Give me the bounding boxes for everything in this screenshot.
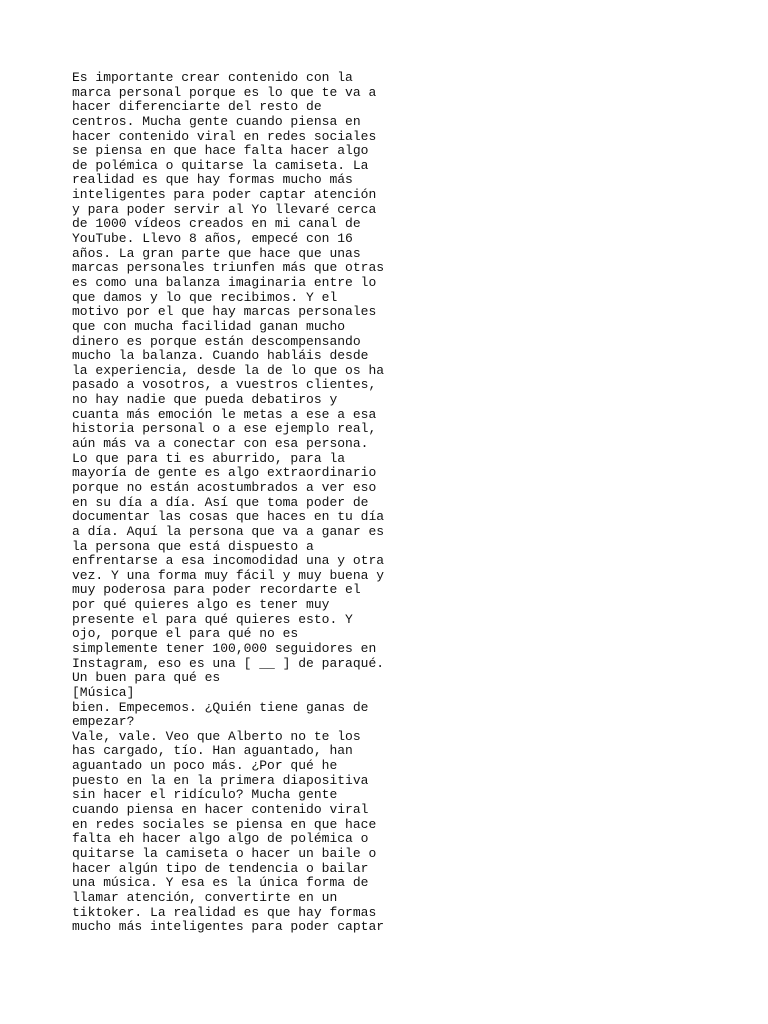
text-line: una música. Y esa es la única forma de (72, 875, 369, 891)
text-line: cuanta más emoción le metas a ese a esa (72, 406, 377, 422)
text-line: has cargado, tío. Han aguantado, han (72, 743, 353, 759)
text-line: Es importante crear contenido con la (72, 70, 353, 85)
text-line: ojo, porque el para qué no es (72, 626, 299, 642)
text-line: vez. Y una forma muy fácil y muy buena y (72, 567, 385, 583)
text-line: llamar atención, convertirte en un (72, 889, 338, 905)
text-line: realidad es que hay formas mucho más (72, 172, 353, 188)
text-line: cuando piensa en hacer contenido viral (72, 802, 369, 818)
text-line: Lo que para ti es aburrido, para la (72, 450, 346, 466)
text-line: la experiencia, desde la de lo que os ha (72, 362, 385, 378)
text-line: la persona que está dispuesto a (72, 538, 314, 554)
text-line: historia personal o a ese ejemplo real, (72, 421, 377, 437)
text-line: de 1000 vídeos creados en mi canal de (72, 216, 361, 232)
text-line: mayoría de gente es algo extraordinario (72, 465, 377, 481)
text-line: pasado a vosotros, a vuestros clientes, (72, 377, 377, 393)
text-line: de polémica o quitarse la camiseta. La (72, 157, 369, 173)
text-line: enfrentarse a esa incomodidad una y otra (72, 553, 385, 569)
text-line: Vale, vale. Veo que Alberto no te los (72, 728, 361, 744)
text-line: marca personal porque es lo que te va a (72, 84, 377, 100)
text-line: YouTube. Llevo 8 años, empecé con 16 (72, 231, 353, 247)
text-line: documentar las cosas que haces en tu día (72, 509, 385, 525)
text-line: inteligentes para poder captar atención (72, 187, 377, 203)
text-line: hacer algún tipo de tendencia o bailar (72, 860, 369, 876)
text-line: hacer contenido viral en redes sociales (72, 128, 377, 144)
text-line: hacer diferenciarte del resto de (72, 99, 322, 115)
text-line: en redes sociales se piensa en que hace (72, 816, 377, 832)
text-line: aún más va a conectar con esa persona. (72, 436, 369, 452)
text-line: no hay nadie que pueda debatiros y (72, 392, 338, 408)
text-line: porque no están acostumbrados a ver eso (72, 479, 377, 495)
text-line: aguantado un poco más. ¿Por qué he (72, 758, 338, 774)
text-line: que damos y lo que recibimos. Y el (72, 289, 338, 305)
text-line: empezar? (72, 714, 135, 730)
text-line: años. La gran parte que hace que unas (72, 245, 361, 261)
text-line: que con mucha facilidad ganan mucho (72, 318, 346, 334)
text-line: es como una balanza imaginaria entre lo (72, 274, 377, 290)
text-line: bien. Empecemos. ¿Quién tiene ganas de (72, 699, 369, 715)
text-line: [Música] (72, 684, 135, 700)
text-line: centros. Mucha gente cuando piensa en (72, 113, 361, 129)
text-line: mucho la balanza. Cuando habláis desde (72, 348, 369, 364)
text-line: presente el para qué quieres esto. Y (72, 611, 353, 627)
text-line: dinero es porque están descompensando (72, 333, 361, 349)
transcript-text-block (72, 71, 402, 935)
text-line: marcas personales triunfen más que otras (72, 260, 385, 276)
text-line: por qué quieres algo es tener muy (72, 597, 330, 613)
text-line: Un buen para qué es (72, 670, 221, 686)
text-line: mucho más inteligentes para poder captar (72, 919, 385, 935)
text-line: quitarse la camiseta o hacer un baile o (72, 845, 377, 861)
text-line: muy poderosa para poder recordarte el (72, 582, 361, 598)
text-line: en su día a día. Así que toma poder de (72, 494, 369, 510)
text-line: tiktoker. La realidad es que hay formas (72, 904, 377, 920)
text-line: falta eh hacer algo algo de polémica o (72, 831, 369, 847)
text-line: se piensa en que hace falta hacer algo (72, 143, 369, 159)
text-line: y para poder servir al Yo llevaré cerca (72, 201, 377, 217)
text-line: motivo por el que hay marcas personales (72, 304, 377, 320)
text-line: a día. Aquí la persona que va a ganar es (72, 523, 385, 539)
text-line: Instagram, eso es una [ __ ] de paraqué. (72, 655, 385, 671)
text-line: sin hacer el ridículo? Mucha gente (72, 787, 338, 803)
text-line: simplemente tener 100,000 seguidores en (72, 640, 377, 656)
text-line: puesto en la en la primera diapositiva (72, 772, 369, 788)
